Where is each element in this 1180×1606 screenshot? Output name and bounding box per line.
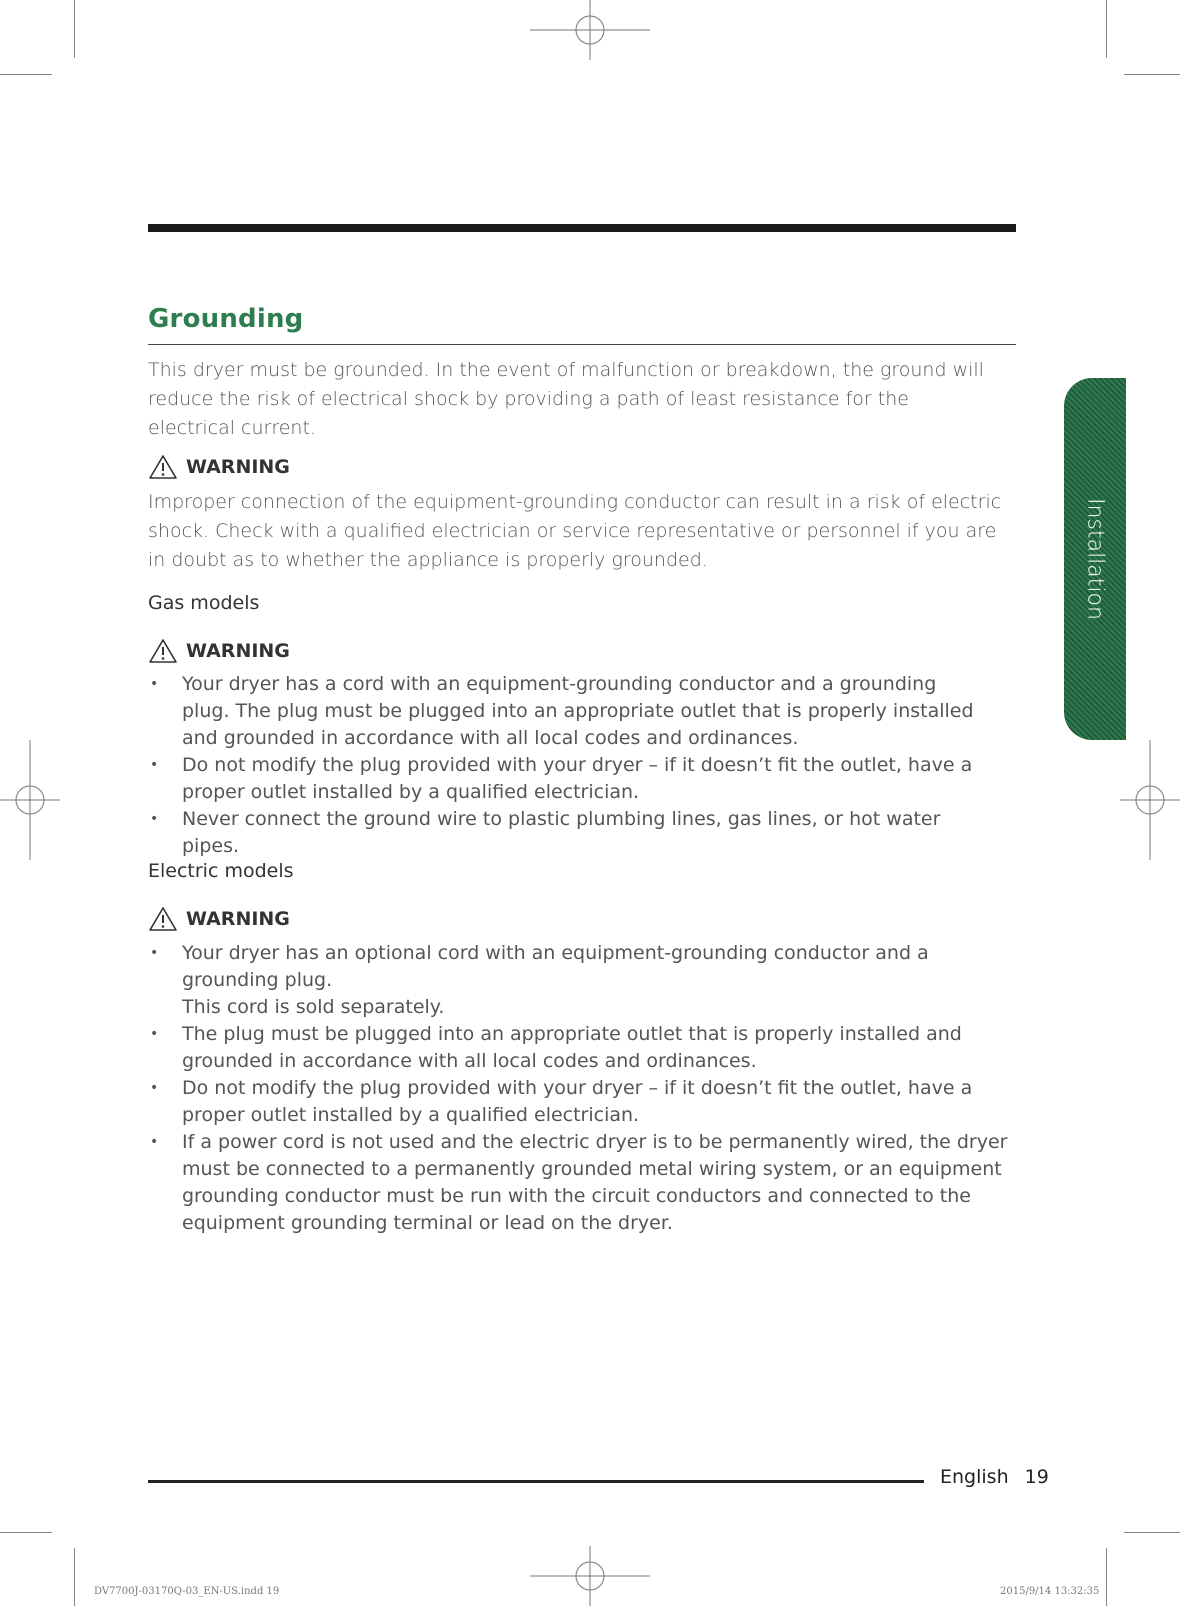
crop-mark <box>74 1548 75 1606</box>
list-item: • Do not modify the plug provided with your dryer – if it doesn’t fit the outlet, have a proper outlet installed by a qualified electrician. <box>148 752 988 806</box>
section-title: Grounding <box>148 304 304 334</box>
list-item: • Your dryer has a cord with an equipment-grounding conductor and a grounding plug. The plug must be plugged into an appropriate outlet that is properly installed and grounded in accordance with all local codes and ordinances. <box>148 671 988 752</box>
electric-warning-list <box>148 940 1014 1237</box>
gas-warning-list <box>148 671 988 860</box>
footer-rule <box>148 1480 924 1483</box>
warning-heading <box>148 638 290 664</box>
title-divider <box>148 344 1016 345</box>
registration-mark-left <box>0 740 60 860</box>
warning-triangle-icon <box>148 454 178 480</box>
registration-mark-right <box>1120 740 1180 860</box>
registration-mark-top <box>530 0 650 60</box>
list-item-text: Your dryer has an optional cord with an equipment-grounding conductor and a grounding plug. <box>182 942 929 991</box>
warning-label: WARNING <box>186 640 290 662</box>
crop-mark <box>0 74 52 75</box>
crop-mark <box>1106 0 1107 58</box>
crop-mark <box>1106 1548 1107 1606</box>
header-bar <box>148 224 1016 232</box>
list-item: • If a power cord is not used and the electric dryer is to be permanently wired, the dryer must be connected to a permanently grounded metal wiring system, or an equipment grounding conductor must be run with the circuit conductors and connected to the equipment grounding terminal or lead on the dryer. <box>148 1129 1014 1237</box>
page-number: 19 <box>1024 1466 1049 1488</box>
warning-label: WARNING <box>186 456 290 478</box>
list-item: • The plug must be plugged into an appropriate outlet that is properly installed and grounded in accordance with all local codes and ordinances. <box>148 1021 1014 1075</box>
warning-label: WARNING <box>186 908 290 930</box>
warning-heading <box>148 906 290 932</box>
registration-mark-bottom <box>530 1546 650 1606</box>
intro-paragraph: This dryer must be grounded. In the event of malfunction or breakdown, the ground will reduce the risk of electrical shock by providing a path of least resistance for the electrical current. <box>148 359 984 439</box>
crop-mark <box>1124 74 1180 75</box>
crop-mark <box>0 1532 52 1533</box>
list-item <box>148 940 1014 1021</box>
print-slug-file: DV7700J-03170Q-03_EN-US.indd 19 <box>94 1586 280 1597</box>
warning-triangle-icon <box>148 906 178 932</box>
electric-models-heading: Electric models <box>148 860 294 882</box>
print-slug-timestamp: 2015/9/14 13:32:35 <box>1000 1586 1100 1597</box>
list-item: • Never connect the ground wire to plastic plumbing lines, gas lines, or hot water pipes. <box>148 806 988 860</box>
footer <box>940 1466 1049 1488</box>
section-side-tab <box>1064 378 1126 740</box>
side-tab-label: Installation <box>1082 498 1108 620</box>
footer-language: English <box>940 1466 1009 1488</box>
gas-models-heading: Gas models <box>148 592 260 614</box>
warning-heading <box>148 454 290 480</box>
crop-mark <box>74 0 75 58</box>
crop-mark <box>1124 1532 1180 1533</box>
warning-triangle-icon <box>148 638 178 664</box>
list-item-note: This cord is sold separately. <box>182 996 445 1018</box>
list-item: • Do not modify the plug provided with your dryer – if it doesn’t fit the outlet, have a proper outlet installed by a qualified electrician. <box>148 1075 1014 1129</box>
warning-paragraph: Improper connection of the equipment-grounding conductor can result in a risk of electric shock. Check with a qualified electrician or service representative or personnel if you are in doubt as to whether the appliance is properly grounded. <box>148 491 1002 571</box>
